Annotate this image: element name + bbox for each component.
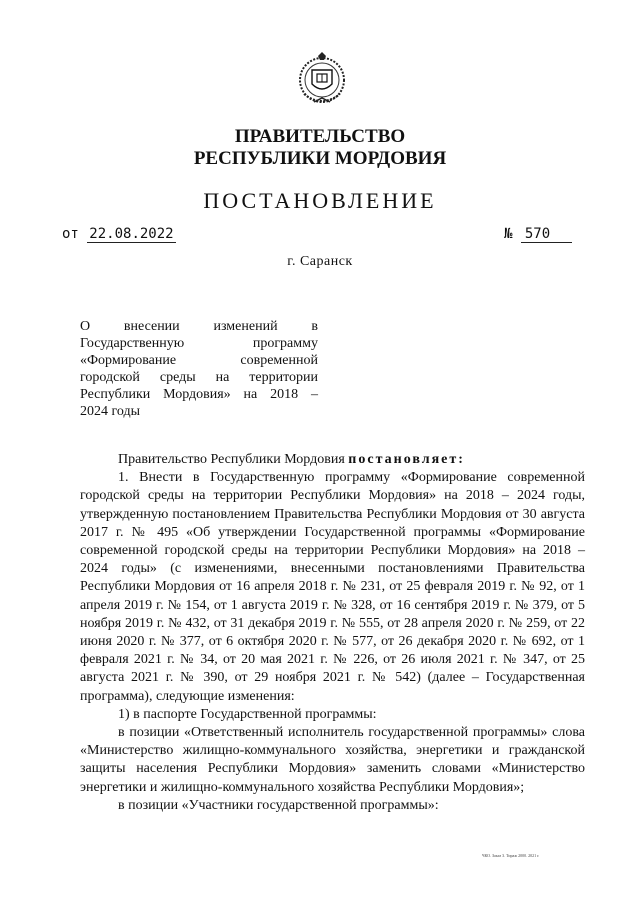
decree-date xyxy=(62,226,176,242)
date-prefix: от xyxy=(62,226,79,242)
number-value: 570 xyxy=(521,226,572,243)
number-prefix: № xyxy=(504,226,513,242)
subject-line: городской среды на территории xyxy=(80,370,318,385)
coat-of-arms-emblem xyxy=(296,50,348,112)
intro-resolves: постановляет: xyxy=(348,452,465,467)
government-name-line1: ПРАВИТЕЛЬСТВО xyxy=(234,126,406,147)
decree-subject xyxy=(80,318,318,420)
body-paragraph: 1. Внести в Государственную программу «Формирование современной городской среды на территории Республики Мордовия» на 2018 – 2024 годы, утвержденную постановлением Правительства Республики Мордовия от 30 августа 2017 г. № 495 «Об утверждении Государственной программы «Формирование современной городской среды на территории Республики Мордовия» на 2018 – 2024 годы» (с изменениями, внесенными постановлениями Правительства Республики Мордовия от 16 апреля 2018 г. № 231, от 25 февраля 2019 г. № 92, от 1 апреля 2019 г. № 154, от 1 августа 2019 г. № 328, от 16 сентября 2019 г. № 379, от 5 ноября 2019 г. № 432, от 31 декабря 2019 г. № 555, от 28 апреля 2020 г. № 259, от 22 июня 2020 г. № 377, от 6 октября 2020 г. № 577, от 26 декабря 2020 г. № 692, от 1 февраля 2021 г. № 34, от 20 мая 2021 г. № 226, от 26 июля 2021 г. № 347, от 25 августа 2021 г. № 390, от 29 ноября 2021 г. № 542) (далее – Государственная программа), следующие изменения: xyxy=(80,470,585,704)
intro-prefix: Правительство Республики Мордовия xyxy=(118,452,345,467)
subject-line: Государственную программу xyxy=(80,336,318,351)
intro-paragraph xyxy=(80,451,585,469)
decree-number xyxy=(504,226,572,242)
document-type-title: ПОСТАНОВЛЕНИЕ xyxy=(203,188,437,213)
decree-body xyxy=(80,451,585,815)
subject-line: Республики Мордовия» на 2018 – xyxy=(80,387,318,402)
government-name-line2: РЕСПУБЛИКИ МОРДОВИЯ xyxy=(193,148,447,169)
body-paragraph: в позиции «Ответственный исполнитель государственной программы» слова «Министерство жилищно-коммунального хозяйства, энергетики и гражданской защиты населения Республики Мордовия» заменить словами «Министерство энергетики и жилищно-коммунального хозяйства Республики Мордовия»; xyxy=(80,725,585,795)
subject-line: 2024 годы xyxy=(80,404,141,419)
city: г. Саранск xyxy=(287,254,353,269)
print-note: ЧКО. Заказ 3. Тираж 2000. 2021 г. xyxy=(482,853,540,858)
body-paragraph: 1) в паспорте Государственной программы: xyxy=(118,706,377,722)
subject-line: О внесении изменений в xyxy=(80,319,318,334)
body-paragraph: в позиции «Участники государственной программы»: xyxy=(118,797,439,813)
subject-line: «Формирование современной xyxy=(80,353,318,368)
date-value: 22.08.2022 xyxy=(89,226,174,242)
